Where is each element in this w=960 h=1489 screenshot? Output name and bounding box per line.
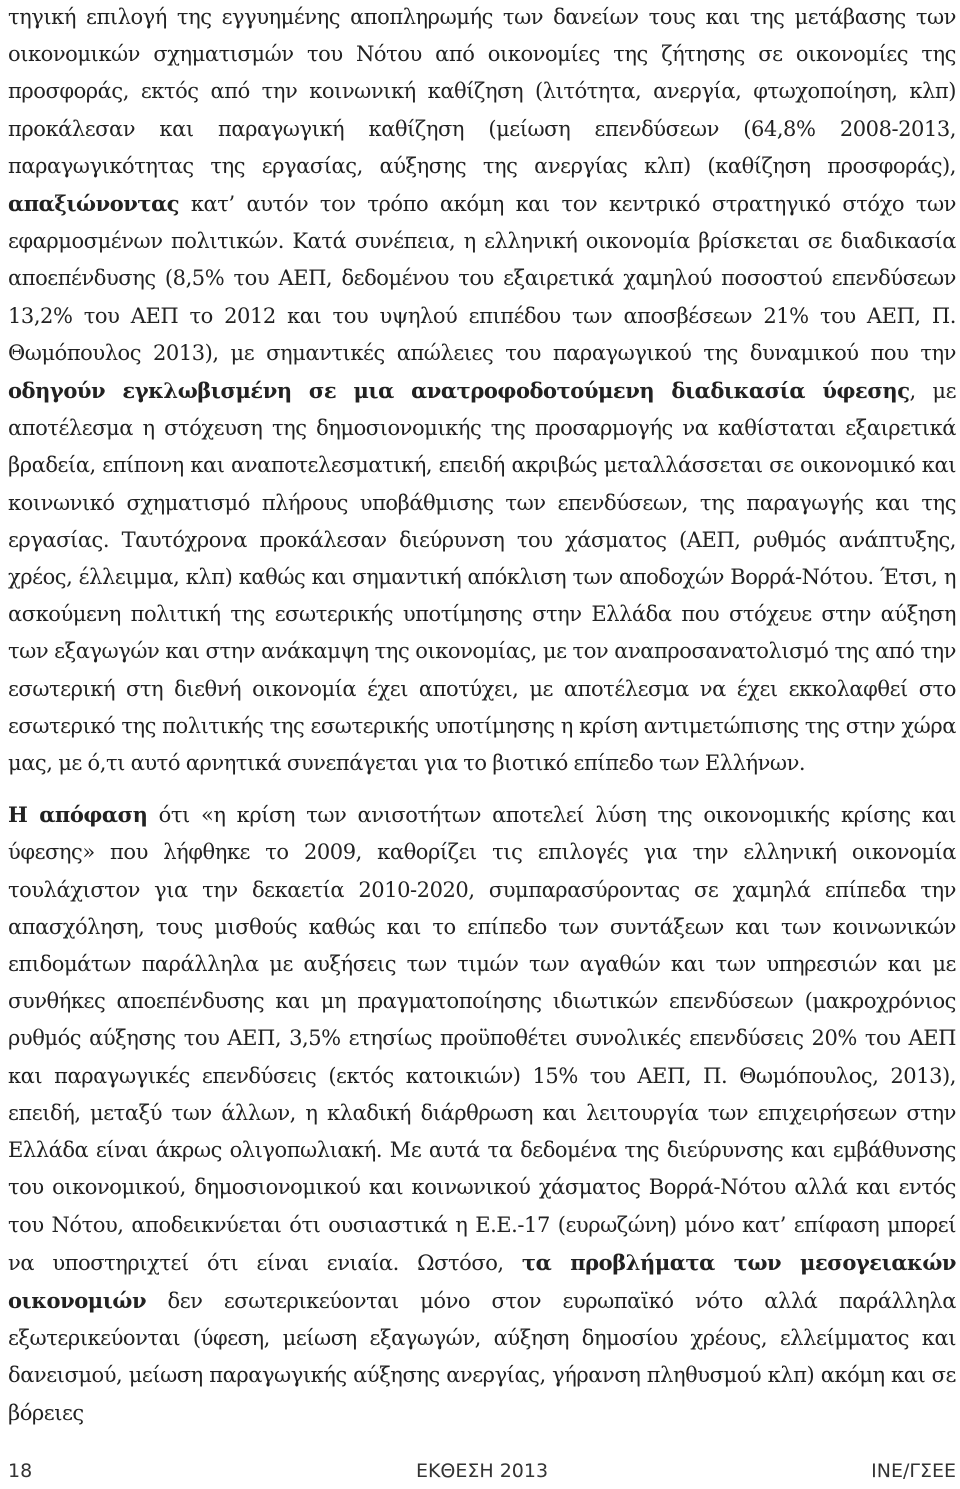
page-number: 18 <box>8 1460 33 1482</box>
body-paragraph-2 <box>8 796 956 1431</box>
footer-title: ΕΚΘΕΣΗ 2013 <box>415 1460 549 1482</box>
emphasis-decision: Η απόφαση <box>8 802 148 828</box>
paragraph-2-text: ότι «η κρίση των ανισοτήτων αποτελεί λύση της οικονομικής κρίσης και ύφεσης» που λήφθηκε το 2009, καθορίζει τις επιλογές για την ελληνική οικονομία τουλάχιστον για την δεκαετία 2010-2020, συμπαρασύροντας σε χαμηλά επίπεδα την απασχόληση, τους μισθούς καθώς και το επίπεδο των συντάξεων και των κοινωνικών επιδομάτων παράλληλα με αυξήσεις των τιμών των αγαθών και των υπηρεσιών και με συνθήκες αποεπένδυσης και μη πραγματοποίησης ιδιωτικών επενδύσεων (μακροχρόνιος ρυθμός αύξησης του ΑΕΠ, 3,5% ετησίως προϋποθέτει συνολικές επενδύσεις 20% του ΑΕΠ και παραγωγικές επενδύσεις (εκτός κατοικιών) 15% του ΑΕΠ, Π. Θωμόπουλος, 2013), επειδή, μεταξύ των άλλων, η κλαδική διάρθρωση και λειτουργία των επιχειρήσεων στην Ελλάδα είναι άκρως ολιγοπωλιακή. Με αυτά τα δεδομένα της διεύρυνσης και εμβάθυνσης του οικονομικού, δημοσιονομικού και κοινωνικού χάσματος Βορρά-Νότου αλλά και εντός του Νότου, αποδεικνύεται ότι ουσιαστικά η Ε.Ε.-17 (ευρωζώνη) μόνο κατ’ επίφαση μπορεί να υποστηριχτεί ότι είναι ενιαία. Ωστόσο, <box>8 803 956 1275</box>
paragraph-1-text: κατ’ αυτόν τον τρόπο ακόμη και τον κεντρικό στρατηγικό στόχο των εφαρμοσμένων πολιτικών. Κατά συνέπεια, η ελληνική οικονομία βρίσκεται σε διαδικασία αποεπένδυσης (8,5% του ΑΕΠ, δεδομένου του εξαιρετικά χαμηλού ποσοστού επενδύσεων 13,2% του ΑΕΠ το 2012 και του υψηλού επιπέδου των αποσβέσεων 21% του ΑΕΠ, Π. Θωμόπουλος 2013), με σημαντικές απώλειες του παραγωγικού της δυναμικού που την <box>8 192 956 365</box>
body-paragraph-1 <box>8 0 956 782</box>
footer-publisher: ΙΝΕ/ΓΣΕΕ <box>871 1460 956 1482</box>
emphasis-devaluing: απαξιώνοντας <box>8 191 180 217</box>
paragraph-2-text: δεν εσωτερικεύονται μόνο στον ευρωπαϊκό νότο αλλά παράλληλα εξωτερικεύονται (ύφεση, μείωση εξαγωγών, αύξηση δημοσίου χρέους, ελλείμματος και δανεισμού, μείωση παραγωγικής αύξησης ανεργίας, γήρανση πληθυσμού κλπ) ακόμη και σε βόρειες <box>8 1288 956 1425</box>
emphasis-recession-cycle: οδηγούν εγκλωβισμένη σε μια ανατροφοδοτούμενη διαδικασία ύφεσης <box>8 378 910 404</box>
paragraph-1-text: τηγική επιλογή της εγγυημένης αποπληρωμής των δανείων τους και της μετάβασης των οικονομικών σχηματισμών του Νότου από οικονομίες της ζήτησης σε οικονομίες της προσφοράς, εκτός από την κοινωνική καθίζηση (λιτότητα, ανεργία, φτωχοποίηση, κλπ) προκάλεσαν και παραγωγική καθίζηση (μείωση επενδύσεων (64,8% 2008-2013, παραγωγικότητας της εργασίας, αύξησης της ανεργίας κλπ) (καθίζηση προσφοράς), <box>8 5 956 178</box>
page-footer <box>8 1460 956 1488</box>
emphasis-mediterranean-problems: τα προβλήματα των μεσογειακών οικονομιών <box>8 1249 956 1313</box>
document-page <box>8 0 956 1432</box>
paragraph-1-text: , με αποτέλεσμα η στόχευση της δημοσιονομικής της προσαρμογής να καθίσταται εξαιρετικά βραδεία, επίπονη και αναποτελεσματική, επειδή ακριβώς μεταλλάσσεται σε οικονομικό και κοινωνικό σχηματισμό πλήρους υποβάθμισης των επενδύσεων, της παραγωγής και της εργασίας. Ταυτόχρονα προκάλεσαν διεύρυνση του χάσματος (ΑΕΠ, ρυθμός ανάπτυξης, χρέος, έλλειμμα, κλπ) καθώς και σημαντική απόκλιση των αποδοχών Βορρά-Νότου. Έτσι, η ασκούμενη πολιτική της εσωτερικής υποτίμησης στην Ελλάδα που στόχευε στην αύξηση των εξαγωγών και στην ανάκαμψη της οικονομίας, με τον αναπροσανατολισμό της από την εσωτερική στη διεθνή οικονομία έχει αποτύχει, με αποτέλεσμα να έχει εκκολαφθεί στο εσωτερικό της πολιτικής της εσωτερικής υποτίμησης η κρίση αντιμετώπισης της στην χώρα μας, με ό,τι αυτό αρνητικά συνεπάγεται για το βιοτικό επίπεδο των Ελλήνων. <box>8 379 956 776</box>
